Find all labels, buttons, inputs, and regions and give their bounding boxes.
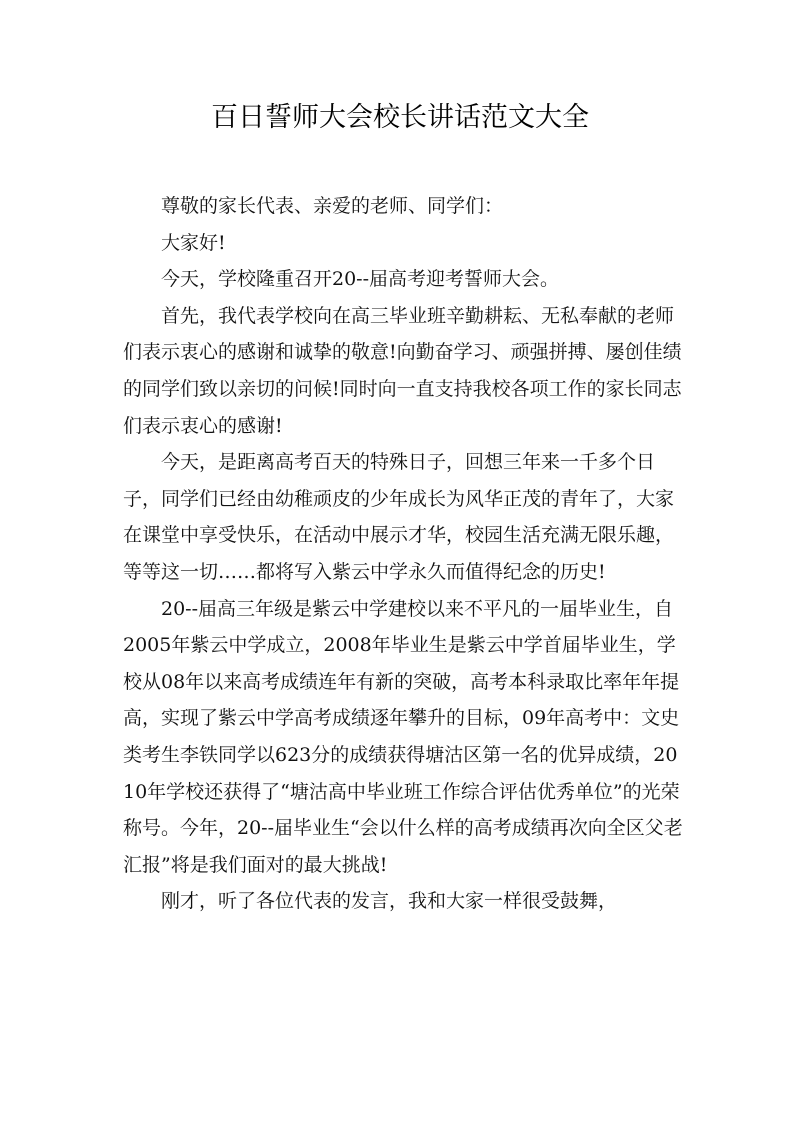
paragraph-salutation: 尊敬的家长代表、亲爱的老师、同学们： (161, 195, 504, 217)
paragraph-hundred-days: 今天，是距离高考百天的特殊日子，回想三年来一千多个日子，同学们已经由幼稚顽皮的少年成长为风华正茂的青年了，大家在课堂中享受快乐，在活动中展示才华，校园生活充满无限乐趣，等等这一切……都将写入紫云中学永久而值得纪念的历史! (123, 451, 675, 583)
paragraph-opening: 今天，学校隆重召开20--届高考迎考誓师大会。 (161, 268, 560, 291)
document-body (123, 188, 685, 920)
paragraph-school-history: 20--届高三年级是紫云中学建校以来不平凡的一届毕业生，自2005年紫云中学成立，2008年毕业生是紫云中学首届毕业生，学校从08年以来高考成绩连年有新的突破，高考本科录取比率年年提高，实现了紫云中学高考成绩逐年攀升的目标，09年高考中：文史类考生李铁同学以623分的成绩获得塘沽区第一名的优异成绩，2010年学校还获得了“塘沽高中毕业班工作综合评估优秀单位”的光荣称号。今年，20--届毕业生“会以什么样的高考成绩再次向全区父老汇报”将是我们面对的最大挑战! (123, 597, 683, 876)
document-title: 百日誓师大会校长讲话范文大全 (211, 102, 589, 133)
paragraph-greeting: 大家好! (161, 231, 226, 254)
paragraph-thanks: 首先，我代表学校向在高三毕业班辛勤耕耘、无私奉献的老师们表示衷心的感谢和诚挚的敬意!向勤奋学习、顽强拼搏、屡创佳绩的同学们致以亲切的问候!同时向一直支持我校各项工作的家长同志们表示衷心的感谢! (123, 304, 682, 437)
paragraph-closing: 刚才，听了各位代表的发言，我和大家一样很受鼓舞， (161, 890, 618, 913)
